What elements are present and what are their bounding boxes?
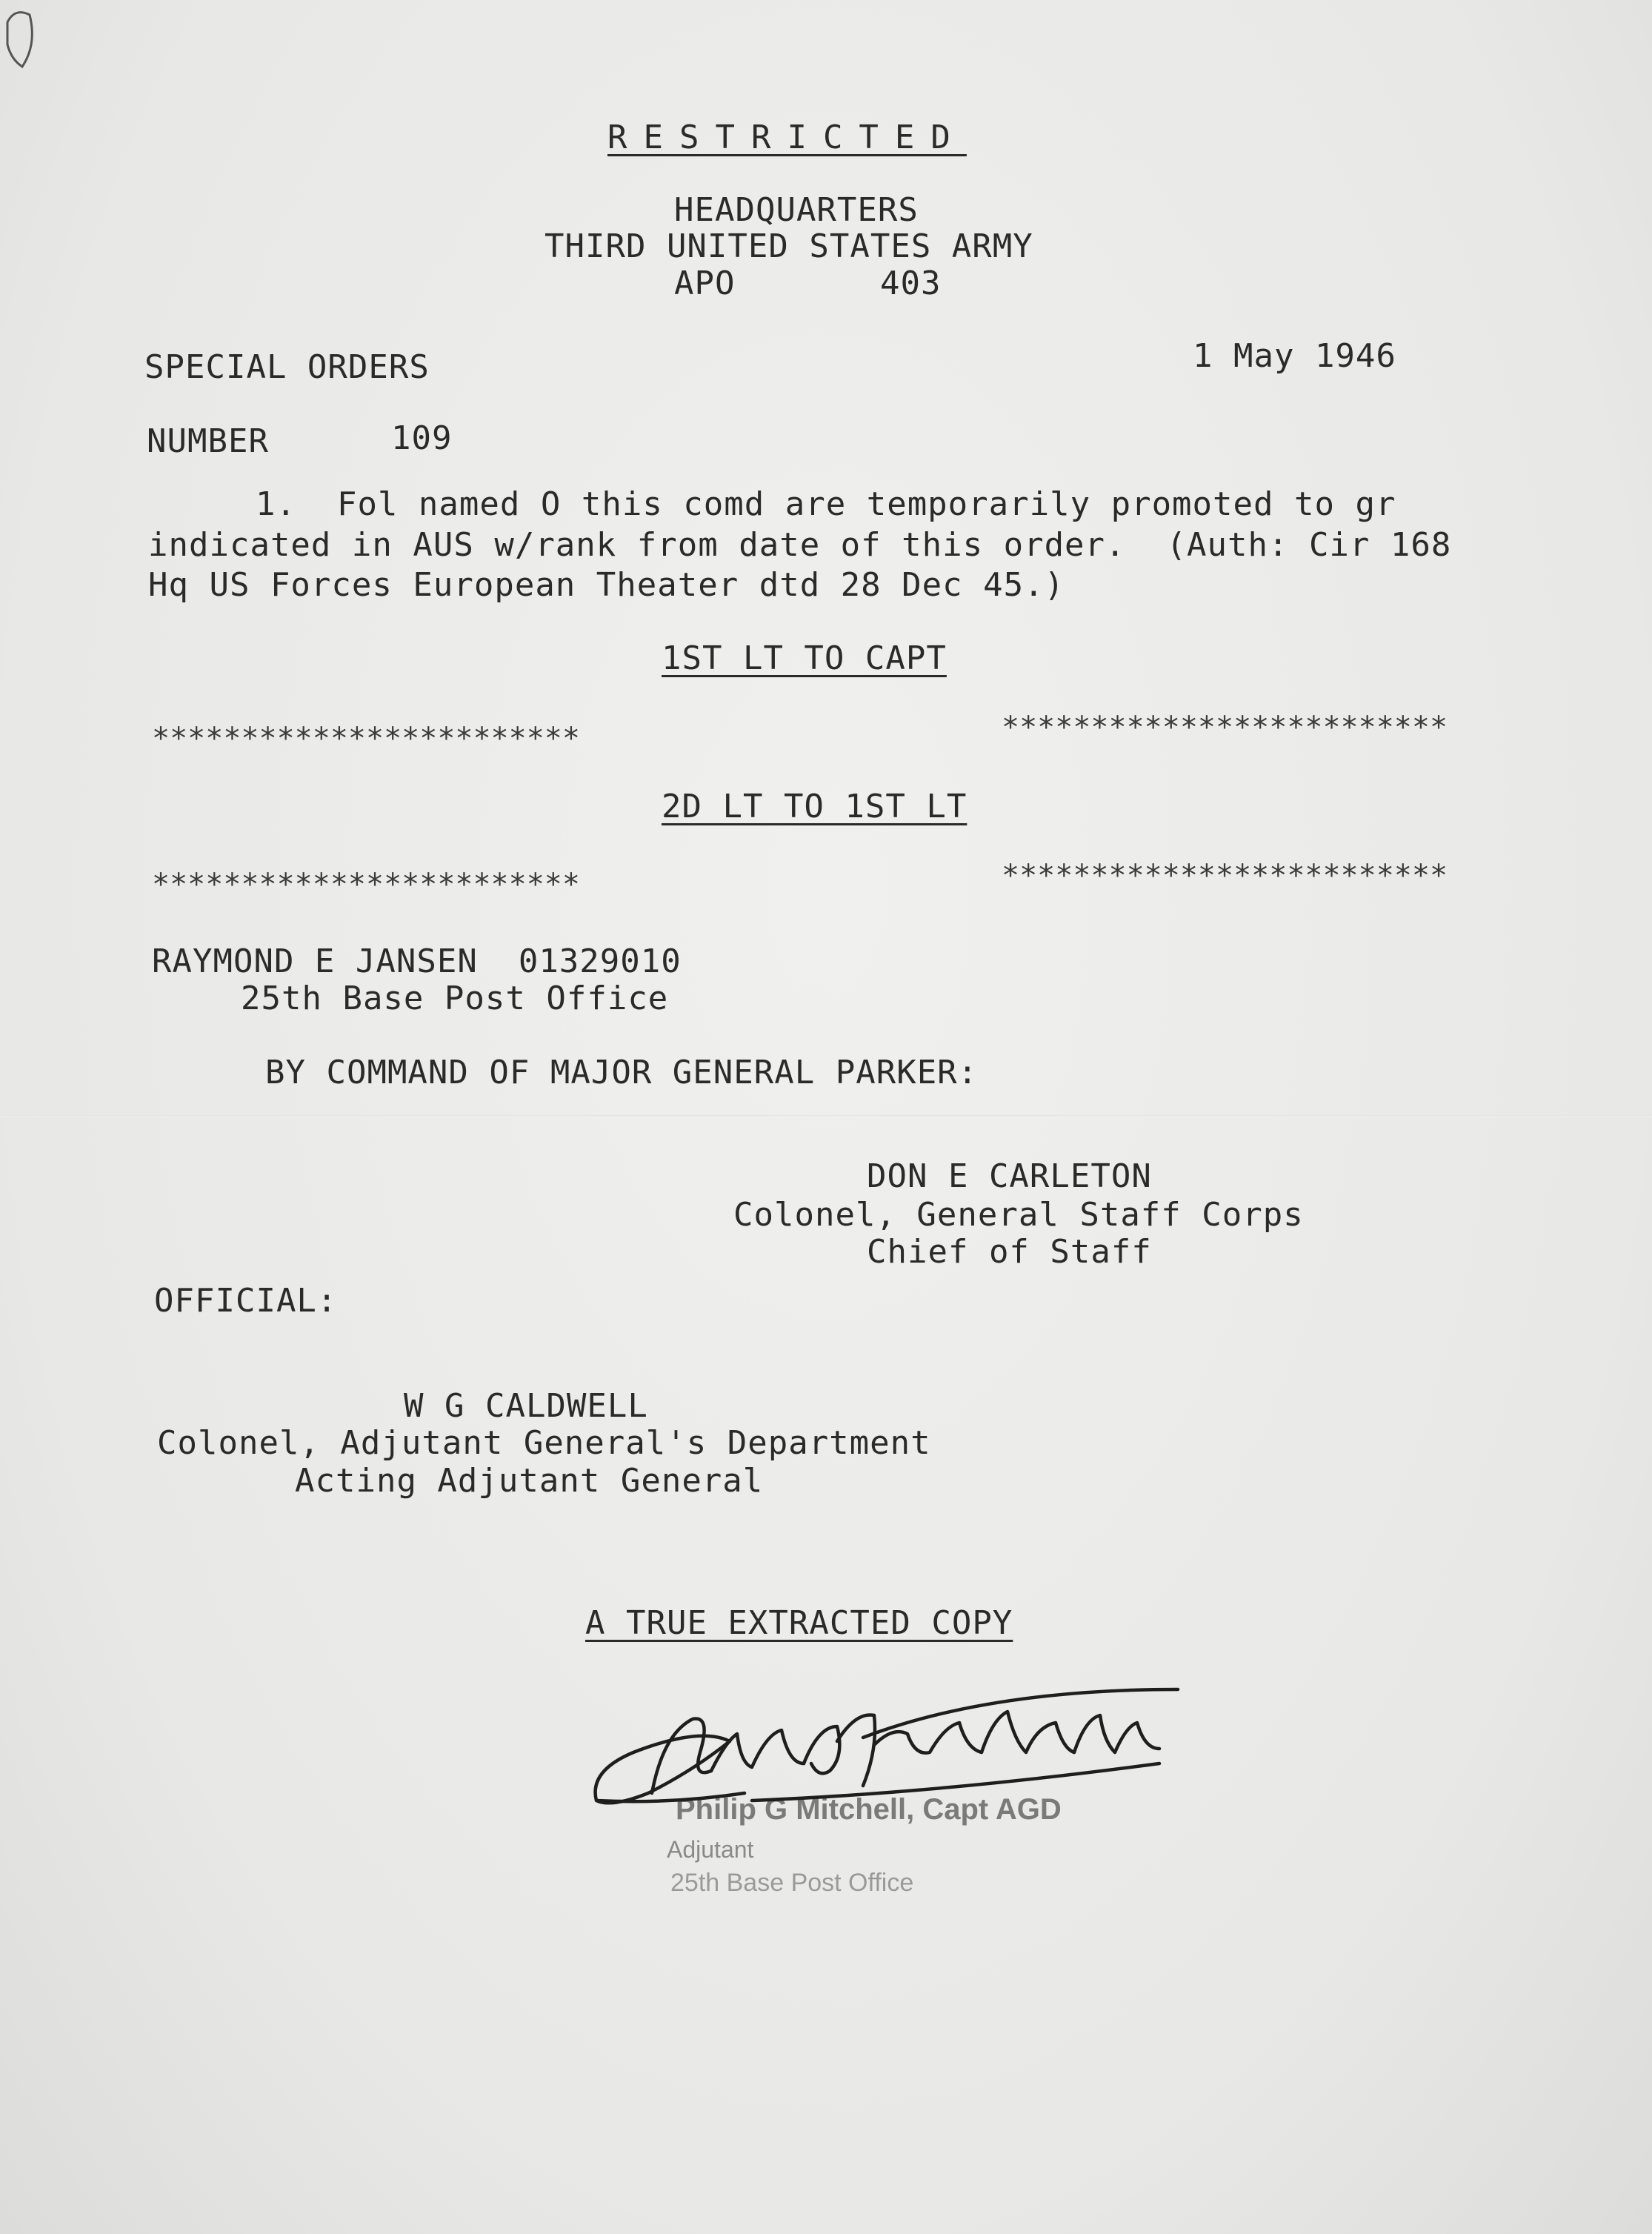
official-label: OFFICIAL: (154, 1282, 338, 1320)
apo-label: APO (674, 265, 736, 302)
stamp-role-line: Adjutant (667, 1836, 754, 1863)
true-copy-note: A TRUE EXTRACTED COPY (585, 1604, 1013, 1642)
stamp-name-line: Philip G Mitchell, Capt AGD (676, 1793, 1062, 1826)
redacted-stars-left-1: ************************ (152, 722, 580, 756)
redacted-stars-right-1: ************************* (1002, 711, 1448, 745)
paragraph-line-2: indicated in AUS w/rank from date of this order. (Auth: Cir 168 (148, 526, 1452, 564)
paragraph-line-1: 1. Fol named O this comd are temporarily promoted to gr (256, 485, 1396, 523)
adjutant-title-1: Colonel, Adjutant General's Department (157, 1424, 931, 1462)
army-line: THIRD UNITED STATES ARMY (544, 227, 1033, 265)
command-line: BY COMMAND OF MAJOR GENERAL PARKER: (265, 1054, 979, 1091)
order-number: 109 (391, 419, 453, 457)
adjutant-title-2: Acting Adjutant General (295, 1462, 764, 1500)
special-orders-label: SPECIAL ORDERS (144, 348, 430, 386)
number-label: NUMBER (147, 422, 269, 460)
paragraph-line-3: Hq US Forces European Theater dtd 28 Dec 45.) (148, 566, 1065, 604)
stamp-unit-line: 25th Base Post Office (670, 1869, 914, 1897)
section-heading-1st-lt: 2D LT TO 1ST LT (662, 788, 967, 825)
apo-number: 403 (880, 265, 942, 302)
torn-corner-mark (0, 0, 59, 89)
section-heading-capt: 1ST LT TO CAPT (662, 639, 947, 677)
officer-name-serial: RAYMOND E JANSEN 01329010 (152, 943, 682, 980)
adjutant-name: W G CALDWELL (404, 1387, 648, 1425)
chief-name: DON E CARLETON (867, 1157, 1152, 1195)
redacted-stars-right-2: ************************* (1002, 859, 1448, 893)
chief-title-1: Colonel, General Staff Corps (733, 1196, 1304, 1234)
handwritten-signature (582, 1682, 1189, 1830)
classification-heading: RESTRICTED (607, 119, 967, 156)
redacted-stars-left-2: ************************ (152, 868, 580, 902)
fold-crease (0, 1115, 1652, 1117)
order-date: 1 May 1946 (1193, 337, 1396, 375)
hq-line: HEADQUARTERS (674, 191, 919, 229)
officer-unit: 25th Base Post Office (241, 980, 669, 1017)
chief-title-2: Chief of Staff (867, 1233, 1152, 1271)
